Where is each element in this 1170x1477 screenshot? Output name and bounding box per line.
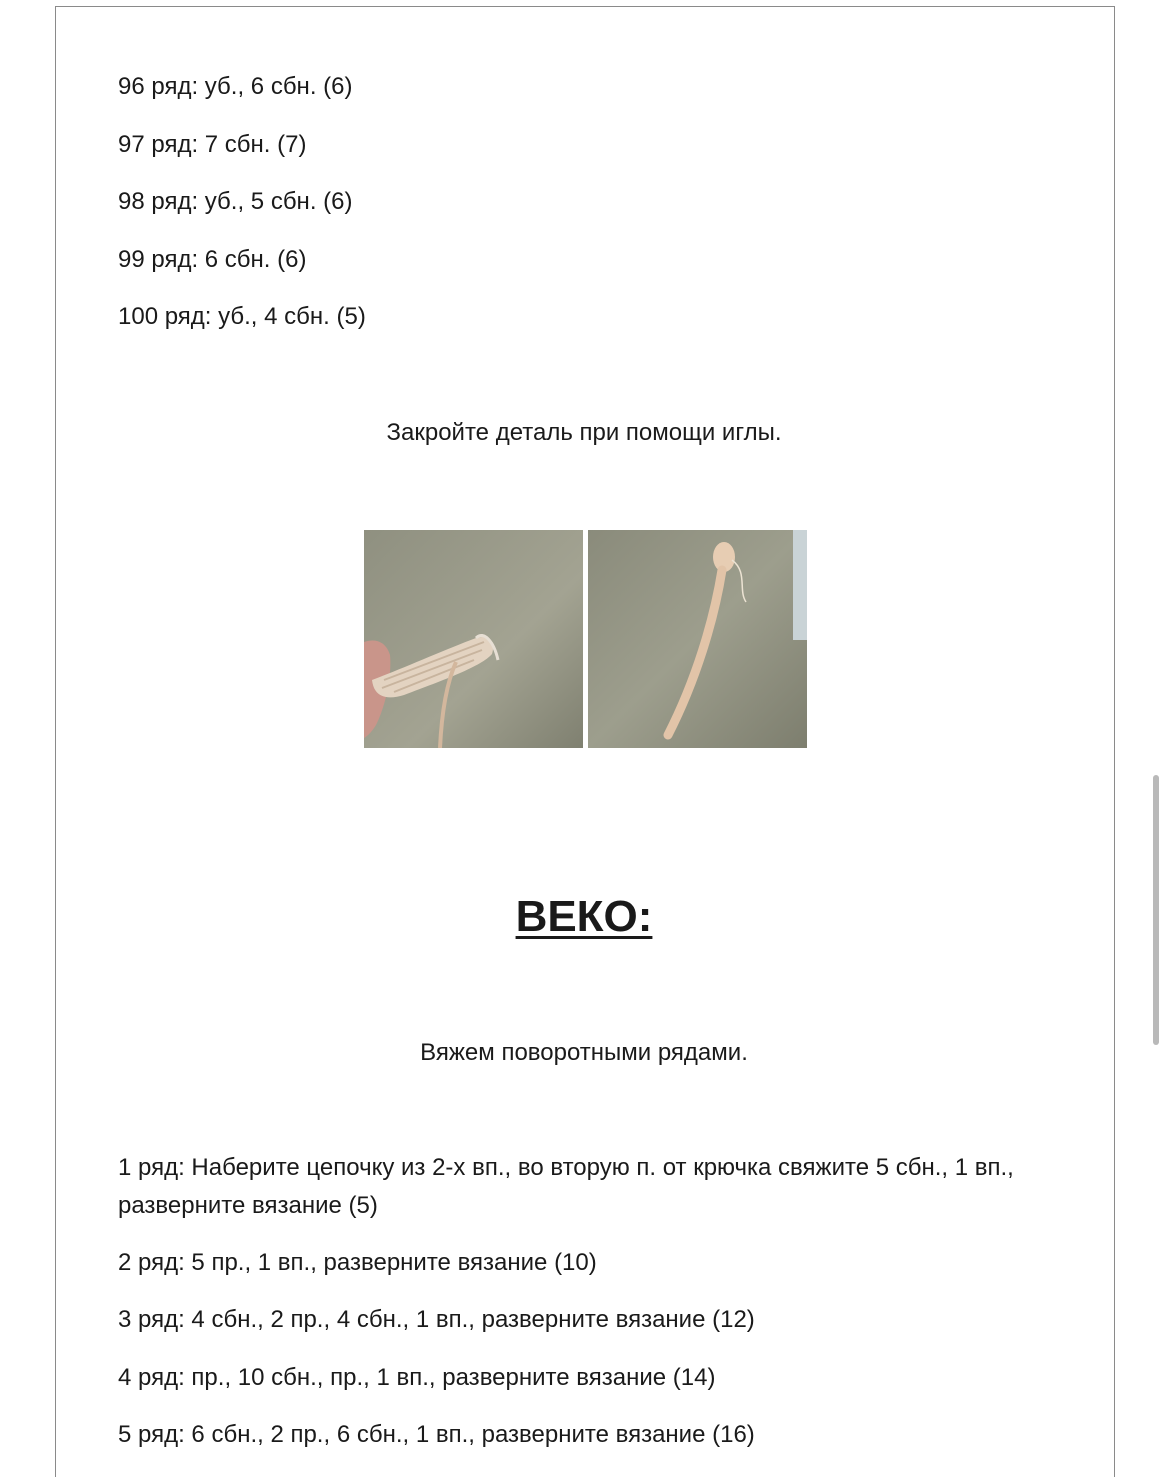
row-100: 100 ряд: уб., 4 сбн. (5) <box>118 303 366 330</box>
crochet-piece-in-hand-photo <box>364 530 583 748</box>
finished-crochet-tail-photo <box>588 530 807 748</box>
row-97: 97 ряд: 7 сбн. (7) <box>118 131 307 158</box>
turning-rows-note: Вяжем поворотными рядами. <box>420 1039 748 1066</box>
row-3: 3 ряд: 4 сбн., 2 пр., 4 сбн., 1 вп., разверните вязание (12) <box>118 1306 755 1333</box>
section-title: ВЕКО: <box>515 892 653 941</box>
row-96: 96 ряд: уб., 6 сбн. (6) <box>118 73 353 100</box>
row-1: 1 ряд: Наберите цепочку из 2-х вп., во вторую п. от крючка свяжите 5 сбн., 1 вп., разверните вязание (5) <box>118 1154 1014 1219</box>
row-98: 98 ряд: уб., 5 сбн. (6) <box>118 188 353 215</box>
row-99: 99 ряд: 6 сбн. (6) <box>118 246 307 273</box>
close-instruction: Закройте деталь при помощи иглы. <box>386 419 782 446</box>
row-2: 2 ряд: 5 пр., 1 вп., разверните вязание (10) <box>118 1249 597 1276</box>
row-5: 5 ряд: 6 сбн., 2 пр., 6 сбн., 1 вп., разверните вязание (16) <box>118 1421 755 1448</box>
row-4: 4 ряд: пр., 10 сбн., пр., 1 вп., разверните вязание (14) <box>118 1364 716 1391</box>
vertical-scrollbar[interactable] <box>1153 775 1159 1045</box>
